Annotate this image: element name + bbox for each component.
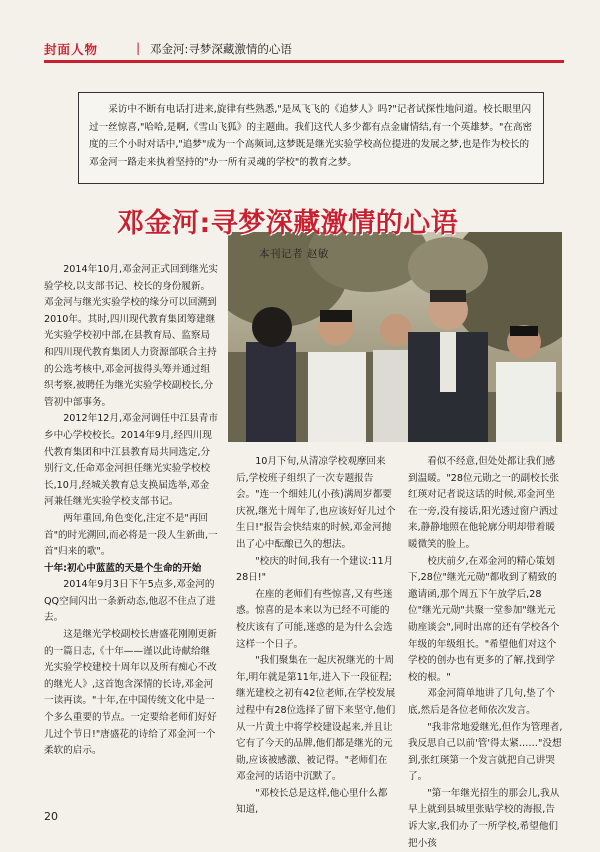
paragraph: 2014年10月,邓金河正式回到继光实验学校,以支部书记、校长的身份履新。邓金河与继光实验学校的缘分可以回溯到2010年。其时,四川现代教育集团筹建继光实验学校初中部,在县教育局、监察局和四川现代教育集团人力资源部联合主持的公选考核中,邓金河拔得头筹并通过组织考察,被聘任为继光实验学校副校长,分管初中部事务。 <box>44 264 218 408</box>
column-2 <box>236 454 396 819</box>
section-label: 封面人物 <box>44 42 99 57</box>
intro-text: 采访中不断有电话打进来,旋律有些熟悉,"是凤飞飞的《追梦人》吗?"记者试探性地问道。校长眼里闪过一丝惊喜,"哈哈,是啊,《雪山飞狐》的主题曲。我们这代人多少都有点金庸情结,有一个英雄梦。"在高密度的三个小时对话中,"追梦"成为一个高频词,这梦既是继光实验学校高位提进的发展之梦,也是作为校长的邓金河一路走来执着坚持的"办一所有灵魂的学校"的教育之梦。 <box>89 104 533 168</box>
page-header <box>44 38 564 60</box>
paragraph: 校庆前夕,在邓金河的精心策划下,28位"继光元勋"都收到了精致的邀请函,那个周五下午放学后,28位"继光元勋"共聚一堂参加"继光元勋座谈会",同时出席的还有学校各个年级的年级组长。"希望他们对这个学校的创办也有更多的了解,找到学校的根。" <box>408 555 560 683</box>
paragraph: "邓校长总是这样,他心里什么都知道, <box>236 787 388 816</box>
headline: 邓金河:寻梦深藏激情的心语 <box>117 208 459 239</box>
column-3 <box>408 454 564 852</box>
paragraph: "校庆的时间,我有一个建议:11月28日!" <box>236 555 394 584</box>
paragraph: 2014年9月3日下午5点多,邓金河的QQ空间闪出一条新动态,他忍不住点了进去。 <box>44 579 216 624</box>
paragraph: 10月下旬,从清凉学校观摩回来后,学校班子组织了一次专题报告会。"连一个细娃儿(小孩)满周岁都要庆祝,继光十周年了,也应该好好儿过个生日!"报告会快结束的时候,邓金河抛出了心中酝酿已久的想法。 <box>236 456 396 550</box>
running-title: 邓金河:寻梦深藏激情的心语 <box>150 42 292 56</box>
paragraph: 邓金河简单地讲了几句,垫了个底,然后是各位老师依次发言。 <box>408 688 555 716</box>
subheading: 十年:初心中蓝蓝的天是个生命的开始 <box>44 562 202 574</box>
byline: 本刊记者 赵敏 <box>259 248 329 260</box>
paragraph: 两年重回,角色变化,注定不是"再回首"的时光溯回,而必将是一段人生新曲,一首"归来的歌"。 <box>44 512 218 558</box>
photo-illustration <box>228 232 562 442</box>
header-separator: | <box>136 40 141 55</box>
intro-box <box>78 92 544 184</box>
paragraph: "第一年继光招生的那会儿,我从早上就到县城里张贴学校的海报,告诉大家,我们办了一所学校,希望他们把小孩 <box>408 787 560 849</box>
column-1 <box>44 262 218 760</box>
paragraph: 在座的老师们有些惊喜,又有些迷惑。惊喜的是本来以为已经不可能的校庆该有了可能,迷惑的是为什么会选这样一个日子。 <box>236 588 393 650</box>
paragraph: 看似不经意,但处处都让我们感到温暖。"28位元勋之一的副校长张红瑛对记者说这话的时候,邓金河坐在一旁,没有接话,阳光透过窗户洒过来,静静地照在他轮廓分明却带着暖暖微笑的脸上。 <box>408 456 559 550</box>
paragraph: 这是继光学校副校长唐盛花刚刚更新的一篇日志,《十年——谨以此诗献给继光实验学校建校十周年以及所有痴心不改的继光人》,这首饱含深情的长诗,邓金河一读再读。"十年,在中国传统文化中是一个多么重要的节点。一定要给老师们好好儿过个节日!"唐盛花的诗给了邓金河一个柔软的启示。 <box>44 629 217 757</box>
cover-photo <box>228 232 562 442</box>
page-number: 20 <box>44 810 58 823</box>
header-rule <box>44 60 564 63</box>
paragraph: 2012年12月,邓金河调任中江县青市乡中心学校校长。2014年9月,经四川现代教育集团和中江县教育局共同选定,分别行文,任命邓金河担任继光实验学校校长,10月,经城关教育总支换届选举,邓金河兼任继光实验学校支部书记。 <box>44 413 218 508</box>
paragraph: "我们聚集在一起庆祝继光的十周年,明年就是第11年,进入下一段征程;继光建校之初有42位老师,在学校发展过程中有28位选择了留下来坚守,他们从一片黄土中将学校建设起来,并且让它有了今天的品牌,他们都是继光的元勋,应该被感激、被记得。"老师们在邓金河的话语中沉默了。 <box>236 655 396 783</box>
paragraph: "我非常地爱继光,但作为管理者,我反思自己以前'管'得太紧……"没想到,张红瑛第一个发言就把自己讲哭了。 <box>408 721 563 783</box>
